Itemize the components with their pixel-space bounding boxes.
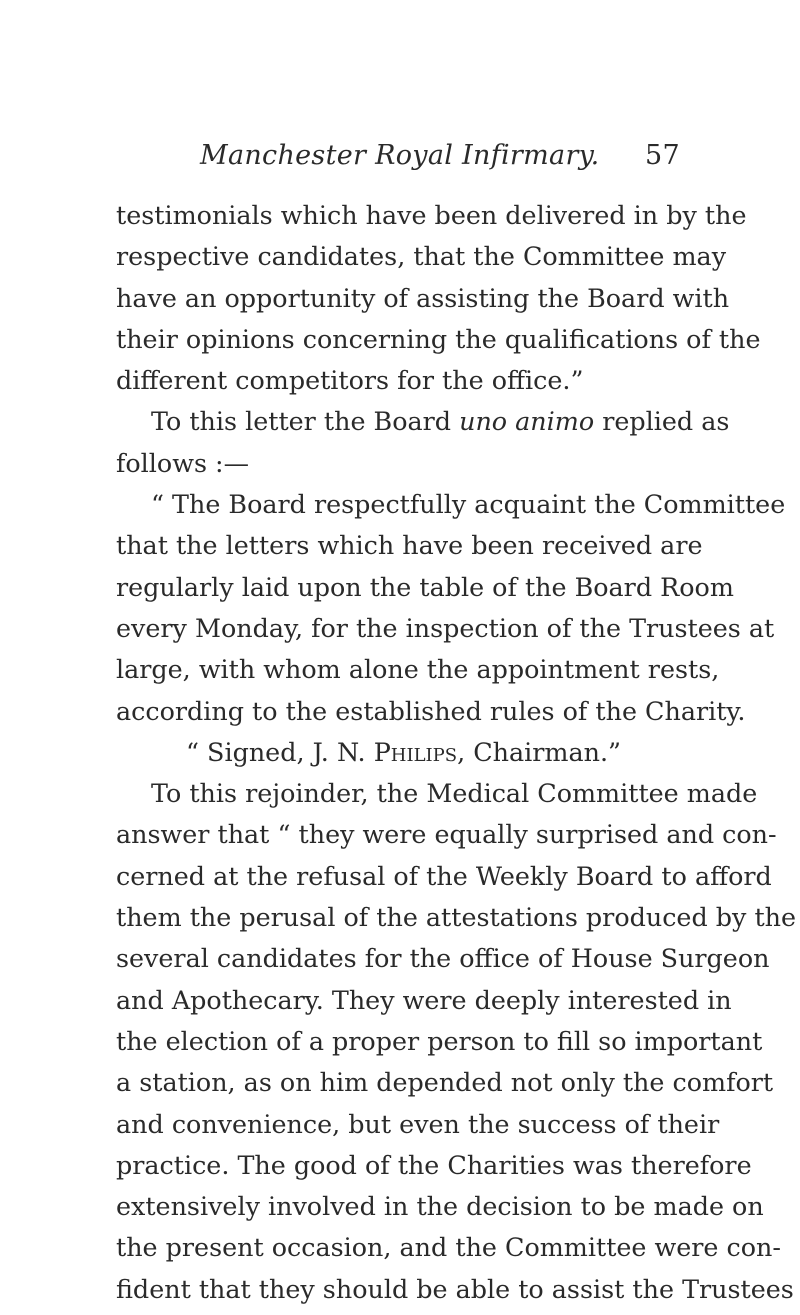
text-line: their opinions concerning the qualifications of the bbox=[116, 323, 761, 354]
text-line: respective candidates, that the Committee may bbox=[116, 241, 727, 272]
signature-line bbox=[116, 732, 687, 773]
text-line: “ The Board respectfully acquaint the Committee bbox=[151, 489, 786, 520]
text-line: large, with whom alone the appointment rests, bbox=[116, 654, 720, 685]
text-span: , Chairman.” bbox=[457, 736, 622, 767]
text-line: and convenience, but even the success of their bbox=[116, 1108, 720, 1139]
text-line: a station, as on him depended not only the comfort bbox=[116, 1067, 774, 1098]
latin-phrase: uno animo bbox=[459, 406, 595, 437]
text-line: answer that “ they were equally surprised and con- bbox=[116, 819, 777, 850]
text-span: replied as bbox=[602, 406, 730, 437]
text-line: extensively involved in the decision to be made on bbox=[116, 1191, 764, 1222]
text-line bbox=[116, 401, 730, 442]
text-line: every Monday, for the inspection of the Trustees at bbox=[116, 612, 775, 643]
text-span: To this letter the Board bbox=[151, 406, 452, 437]
running-title: Manchester Royal Infirmary. bbox=[200, 140, 600, 171]
text-line: follows :— bbox=[116, 447, 249, 478]
text-line: and Apothecary. They were deeply interested in bbox=[116, 984, 732, 1015]
running-header bbox=[200, 140, 680, 180]
signatory-name: Philips bbox=[373, 736, 458, 767]
text-line: fident that they should be able to assist the Trustees bbox=[116, 1273, 794, 1304]
page-number: 57 bbox=[645, 140, 680, 171]
text-line: practice. The good of the Charities was therefore bbox=[116, 1149, 752, 1180]
text-line: testimonials which have been delivered in by the bbox=[116, 200, 747, 230]
text-line: cerned at the refusal of the Weekly Board to afford bbox=[116, 860, 772, 891]
text-line: To this rejoinder, the Medical Committee made bbox=[151, 778, 758, 809]
text-line: according to the established rules of the Charity. bbox=[116, 695, 746, 726]
text-line: regularly laid upon the table of the Board Room bbox=[116, 571, 734, 602]
text-line: have an opportunity of assisting the Board with bbox=[116, 282, 730, 313]
text-line: the election of a proper person to fill so important bbox=[116, 1025, 763, 1056]
text-line: that the letters which have been received are bbox=[116, 530, 703, 561]
text-line: several candidates for the office of House Surgeon bbox=[116, 943, 770, 974]
text-line: different competitors for the office.” bbox=[116, 365, 584, 396]
body-text bbox=[116, 195, 797, 1310]
text-line: them the perusal of the attestations produced by the bbox=[116, 902, 797, 933]
text-span: “ Signed, J. N. bbox=[186, 736, 366, 767]
text-line: the present occasion, and the Committee were con- bbox=[116, 1232, 781, 1263]
